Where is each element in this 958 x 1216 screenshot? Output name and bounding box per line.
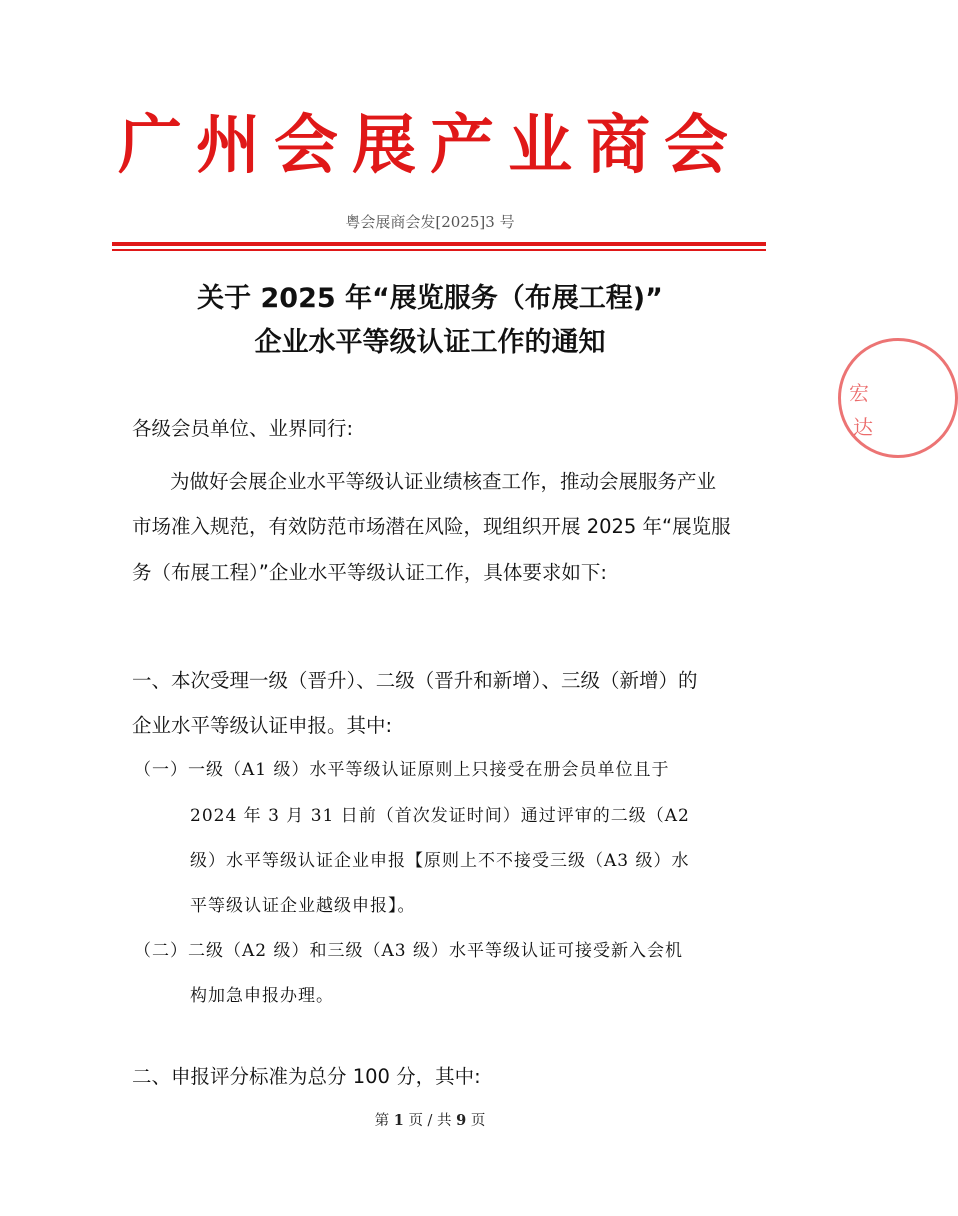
salutation: 各级会员单位、业界同行: (132, 417, 354, 440)
footer-page-number: 1 (393, 1112, 404, 1129)
footer-suffix: 页 (470, 1113, 486, 1129)
header-rule-thin (112, 249, 766, 251)
document-title-line-2: 企业水平等级认证工作的通知 (254, 327, 606, 358)
section-1-line-2: 企业水平等级认证申报。其中: (132, 714, 393, 737)
seal-glyph-bottom: 达 (853, 415, 873, 439)
intro-line-3: 务（布展工程）”企业水平等级认证工作，具体要求如下: (132, 561, 607, 584)
section-1-line-1: 一、本次受理一级（晋升）、二级（晋升和新增）、三级（新增）的 (132, 669, 698, 692)
footer-prefix: 第 (374, 1113, 390, 1129)
footer-total-pages: 9 (456, 1112, 467, 1129)
item-1-line-1: （一）一级（A1 级）水平等级认证原则上只接受在册会员单位且于 (134, 760, 670, 780)
intro-line-1: 为做好会展企业水平等级认证业绩核查工作，推动会展服务产业 (170, 470, 717, 493)
item-2-line-1: （二）二级（A2 级）和三级（A3 级）水平等级认证可接受新入会机 (134, 941, 683, 961)
header-rule-thick (112, 242, 766, 246)
section-2-line-1: 二、申报评分标准为总分 100 分，其中: (132, 1065, 481, 1088)
item-1-line-4: 平等级认证企业越级申报】。 (190, 896, 416, 916)
seal-glyph-top: 宏 (849, 381, 869, 405)
intro-line-2: 市场准入规范，有效防范市场潜在风险，现组织开展 2025 年“展览服 (132, 515, 731, 538)
item-1-line-2: 2024 年 3 月 31 日前（首次发证时间）通过评审的二级（A2 (190, 806, 690, 826)
page-footer (0, 1109, 860, 1130)
document-number: 粤会展商会发[2025]3 号 (345, 213, 515, 231)
document-title-line-1: 关于 2025 年“展览服务（布展工程)” (197, 283, 663, 314)
org-name-header: 广州会展产业商会 (118, 109, 742, 183)
official-seal-stamp (838, 338, 958, 458)
footer-middle: 页 / 共 (408, 1113, 452, 1129)
item-1-line-3: 级）水平等级认证企业申报【原则上不不接受三级（A3 级）水 (190, 851, 690, 871)
item-2-line-2: 构加急申报办理。 (190, 986, 334, 1006)
